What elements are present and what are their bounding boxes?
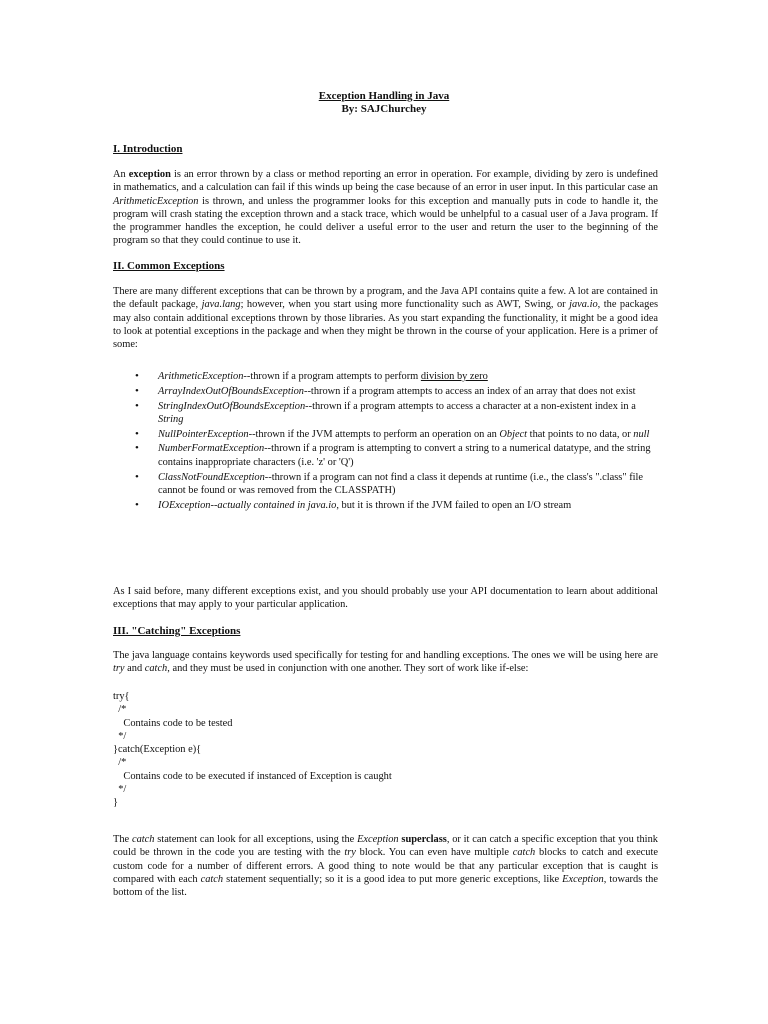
bullet-icon: • — [135, 427, 139, 440]
term-java-io-note: --actually contained in java.io — [210, 499, 337, 511]
list-item — [113, 499, 658, 512]
text-run: block. You can even have multiple — [355, 847, 513, 859]
list-item — [113, 385, 658, 398]
term-superclass: superclass — [398, 834, 447, 845]
document-author: By: SAJChurchey — [341, 103, 427, 115]
term-catch: catch — [200, 873, 224, 885]
text-run: The java language contains keywords used specifically for testing for and handling exceptions. The ones we will be using here are — [113, 650, 658, 661]
bullet-icon: • — [135, 498, 139, 511]
catching-paragraph — [113, 649, 658, 676]
exception-name: StringIndexOutOfBoundsException — [158, 400, 306, 412]
exception-name: ArithmeticException — [158, 371, 244, 382]
term-catch: catch — [131, 834, 155, 845]
exception-name: ClassNotFoundException — [158, 471, 265, 483]
list-item — [113, 428, 658, 441]
term-java-lang: java.lang — [201, 299, 241, 311]
text-run: --thrown if a program is attempting to convert a string to a numerical datatype, and the string contains inappropriate characters (i.e. 'z' or 'Q') — [158, 443, 651, 468]
text-run-underlined: division by zero — [420, 371, 488, 382]
closing-paragraph: As I said before, many different exceptions exist, and you should probably use your API documentation to learn about additional exceptions that may apply to your particular application. — [113, 586, 658, 611]
text-run: , and they must be used in conjunction with one another. They sort of work like if-else: — [167, 663, 529, 675]
term-exception: Exception — [357, 834, 399, 845]
text-run: --thrown if a program attempts to access an index of an array that does not exist — [304, 385, 636, 397]
exception-list — [113, 370, 658, 513]
text-run: --thrown if the JVM attempts to perform an operation on an — [248, 428, 500, 440]
term-arithmetic-exception: ArithmeticException — [113, 195, 199, 207]
text-run: --thrown if a program attempts to access a character at a non-existent index in a — [305, 400, 636, 412]
document-header — [0, 90, 768, 116]
text-run: is an error thrown by a class or method reporting an error in operation. For example, dividing by zero is undefined in mathematics, and a calculation can fail if this winds up being the case because of an error in user input. In this particular case an — [113, 169, 658, 194]
text-run: statement can look for all exceptions, using the — [154, 834, 358, 845]
text-run: An — [113, 169, 129, 180]
list-item — [113, 471, 658, 498]
text-run: and — [124, 663, 145, 675]
text-run: There are many different exceptions that can be thrown by a program, and the Java API contains quite a few. A lot are contained in the default package, — [113, 286, 658, 311]
term-catch: catch — [144, 663, 168, 675]
text-run: --thrown if a program can not find a class it depends at runtime (i.e., the class's ".class" file cannot be found or was removed from the CLASSPATH) — [158, 471, 644, 496]
term-catch: catch — [512, 847, 536, 859]
text-run: , towards the bottom of the list. — [113, 873, 658, 899]
text-run: is thrown, and unless the programmer looks for this exception and manually puts in code to handle it, the program will crash stating the exception thrown and a stack trace, which would be unhelpful to a casual user of a Java program. If the programmer handles the exception, he could deliver a useful error to the user and return the user to the beginning of the program so that they could continue to use it. — [113, 195, 658, 247]
text-run: statement sequentially; so it is a good idea to put more generic exceptions, like — [223, 873, 563, 885]
text-run: , or it can catch a specific exception that you think could be thrown in the code you are testing with the — [113, 834, 658, 859]
document-title: Exception Handling in Java — [318, 90, 450, 102]
text-run: The — [113, 834, 132, 845]
bullet-icon: • — [135, 470, 139, 483]
bullet-icon: • — [135, 384, 139, 397]
exception-name: NullPointerException — [158, 428, 249, 440]
text-run: , the packages may also contain additional exceptions thrown by those libraries. As you start expanding the functionality, it might be a good idea to look at potential exceptions in the package and when they might be thrown in the course of your application. Here is a primer of some: — [113, 299, 658, 351]
term-try: try — [113, 663, 125, 675]
list-item — [113, 400, 658, 427]
catch-explanation-paragraph — [113, 833, 658, 899]
text-run: blocks to catch and execute custom code for a number of different errors. A good thing to note would be that any particular exception that is caught is compared with each — [113, 847, 658, 885]
bullet-icon: • — [135, 399, 139, 412]
text-run: , but it is thrown if the JVM failed to open an I/O stream — [336, 499, 572, 511]
section-heading-common-exceptions: II. Common Exceptions — [113, 260, 225, 272]
term-try: try — [344, 847, 356, 859]
text-run: that points to no data, or — [527, 428, 634, 440]
code-example: try{ /* Contains code to be tested */ }catch(Exception e){ /* Contains code to be executed if instanced of Exception is caught */ } — [113, 691, 392, 809]
term-string: String — [158, 413, 184, 425]
exception-name: ArrayIndexOutOfBoundsException — [158, 385, 305, 397]
list-item — [113, 370, 658, 383]
exception-name: NumberFormatException — [158, 443, 265, 455]
intro-paragraph — [113, 168, 658, 248]
text-run: ; however, when you start using more functionality such as AWT, Swing, or — [240, 299, 570, 311]
term-null: null — [633, 428, 650, 440]
bullet-icon: • — [135, 370, 139, 382]
text-run: --thrown if a program attempts to perform — [243, 371, 421, 382]
term-exception: Exception — [562, 873, 604, 885]
exception-name: IOException — [158, 499, 211, 511]
common-paragraph — [113, 285, 658, 351]
list-item — [113, 442, 658, 469]
section-heading-catching-exceptions: III. "Catching" Exceptions — [113, 625, 241, 637]
bullet-icon: • — [135, 442, 139, 455]
term-exception: exception — [128, 169, 171, 180]
section-heading-introduction: I. Introduction — [113, 143, 183, 155]
term-object: Object — [499, 428, 528, 440]
term-java-io: java.io — [569, 299, 598, 311]
